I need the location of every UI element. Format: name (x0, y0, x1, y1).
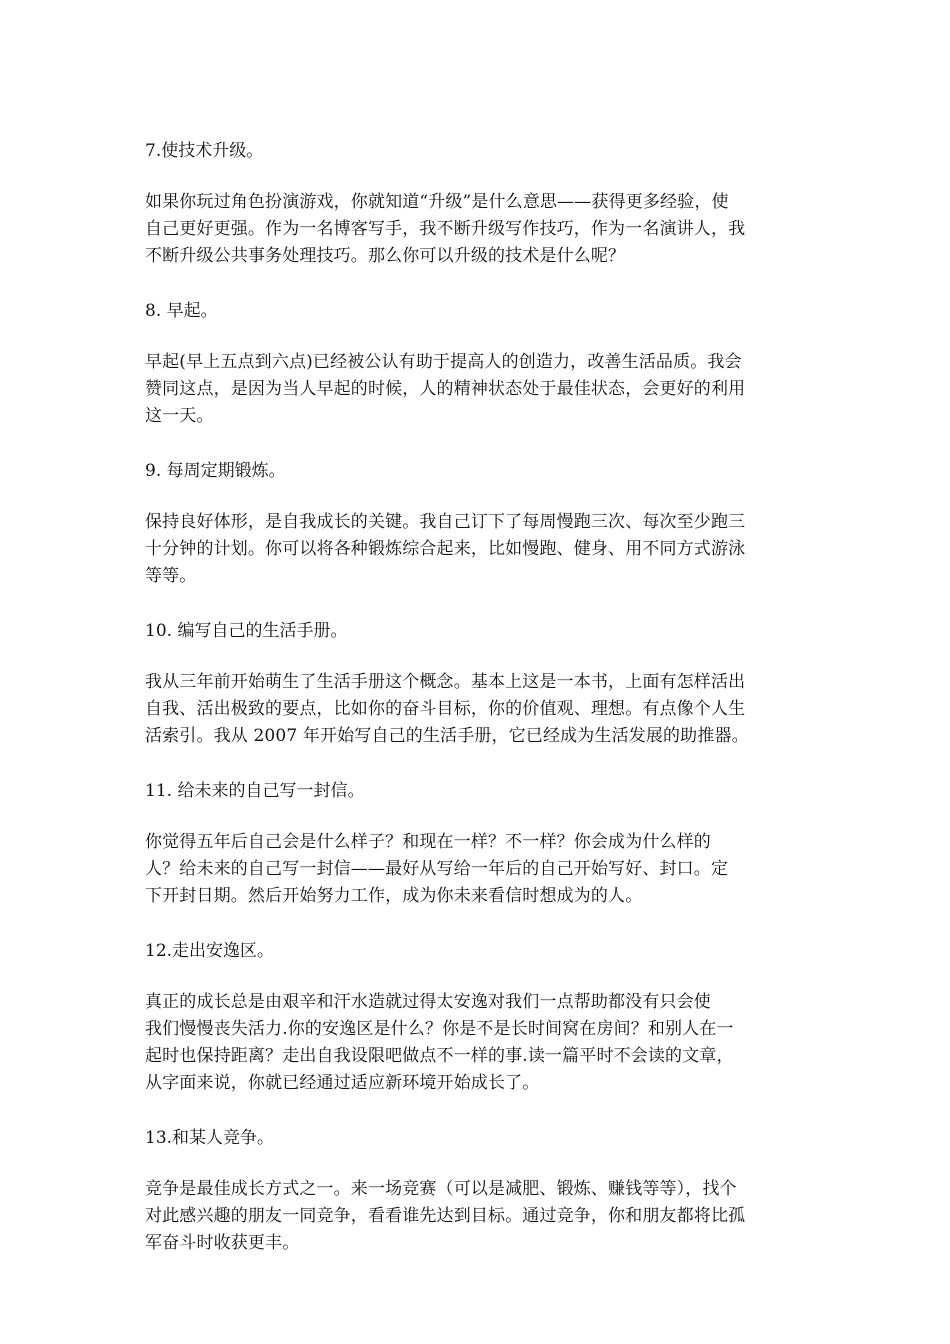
section-paragraph (145, 829, 825, 910)
paragraph-line: 起时也保持距离？走出自我设限吧做点不一样的事.读一篇平时不会读的文章， (145, 1046, 734, 1066)
paragraph-line: 你觉得五年后自己会是什么样子？和现在一样？不一样？你会成为什么样的 (145, 832, 711, 852)
paragraph-line: 十分钟的计划。你可以将各种锻炼综合起来，比如慢跑、健身、用不同方式游泳 (145, 539, 746, 559)
section-heading: 13.和某人竞争。 (145, 1128, 275, 1148)
section-12 (145, 937, 825, 1097)
section-paragraph (145, 989, 825, 1097)
paragraph-line: 对此感兴趣的朋友一同竞争，看看谁先达到目标。通过竞争，你和朋友都将比孤 (145, 1206, 746, 1226)
section-heading: 7.使技术升级。 (145, 141, 264, 161)
section-9 (145, 457, 825, 590)
paragraph-line: 赞同这点，是因为当人早起的时候，人的精神状态处于最佳状态，会更好的利用 (145, 379, 746, 399)
section-heading: 11. 给未来的自己写一封信。 (145, 781, 365, 801)
paragraph-line: 自己更好更强。作为一名博客写手，我不断升级写作技巧，作为一名演讲人，我 (145, 219, 746, 239)
section-heading: 8. 早起。 (145, 301, 218, 321)
section-paragraph (145, 189, 825, 270)
section-paragraph (145, 1176, 825, 1257)
paragraph-line: 不断升级公共事务处理技巧。那么你可以升级的技术是什么呢？ (145, 246, 626, 266)
section-paragraph (145, 509, 825, 590)
paragraph-line: 竞争是最佳成长方式之一。来一场竞赛（可以是减肥、锻炼、赚钱等等），找个 (145, 1179, 737, 1199)
paragraph-line: 自我、活出极致的要点，比如你的奋斗目标，你的价值观、理想。有点像个人生 (145, 699, 746, 719)
paragraph-line: 活索引。我从 2007 年开始写自己的生活手册，它已经成为生活发展的助推器。 (145, 726, 749, 746)
paragraph-line: 等等。 (145, 566, 197, 586)
article-body (145, 137, 825, 1284)
paragraph-line: 真正的成长总是由艰辛和汗水造就过得太安逸对我们一点帮助都没有只会使 (145, 992, 711, 1012)
paragraph-line: 军奋斗时收获更丰。 (145, 1233, 300, 1253)
paragraph-line: 保持良好体形，是自我成长的关键。我自己订下了每周慢跑三次、每次至少跑三 (145, 512, 746, 532)
paragraph-line: 早起(早上五点到六点)已经被公认有助于提高人的创造力，改善生活品质。我会 (145, 352, 742, 372)
section-heading: 10. 编写自己的生活手册。 (145, 621, 348, 641)
section-paragraph (145, 349, 825, 430)
section-10 (145, 617, 825, 750)
section-13 (145, 1124, 825, 1257)
paragraph-line: 人？给未来的自己写一封信——最好从写给一年后的自己开始写好、封口。定 (145, 859, 729, 879)
paragraph-line: 我从三年前开始萌生了生活手册这个概念。基本上这是一本书，上面有怎样活出 (145, 672, 746, 692)
section-7 (145, 137, 825, 270)
section-heading: 9. 每周定期锻炼。 (145, 461, 286, 481)
paragraph-line: 下开封日期。然后开始努力工作，成为你未来看信时想成为的人。 (145, 886, 643, 906)
paragraph-line: 我们慢慢丧失活力.你的安逸区是什么？你是不是长时间窝在房间？和别人在一 (145, 1019, 734, 1039)
paragraph-line: 从字面来说，你就已经通过适应新环境开始成长了。 (145, 1073, 540, 1093)
section-8 (145, 297, 825, 430)
paragraph-line: 这一天。 (145, 406, 214, 426)
section-11 (145, 777, 825, 910)
section-heading: 12.走出安逸区。 (145, 941, 275, 961)
section-paragraph (145, 669, 825, 750)
paragraph-line: 如果你玩过角色扮演游戏，你就知道“升级”是什么意思——获得更多经验，使 (145, 192, 729, 212)
